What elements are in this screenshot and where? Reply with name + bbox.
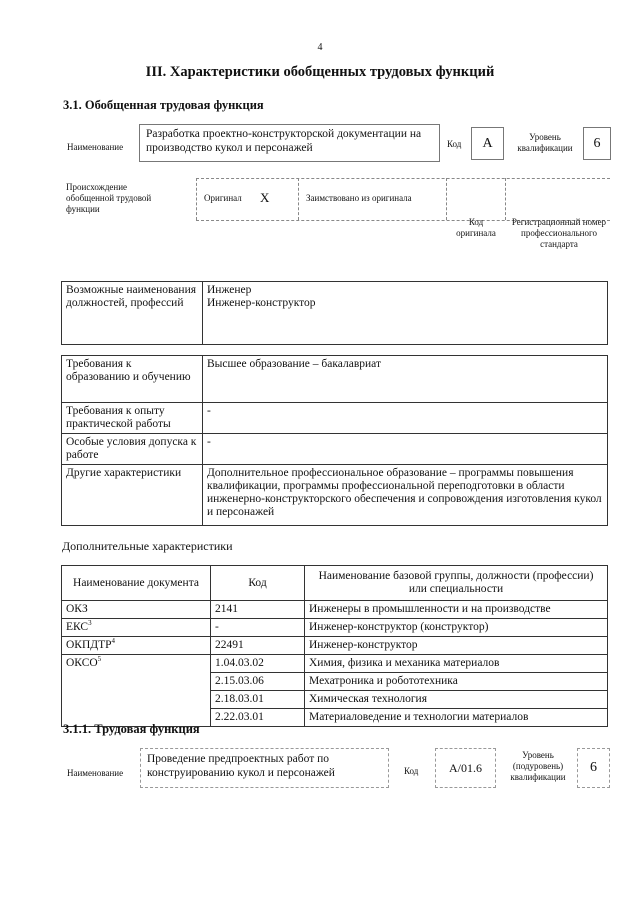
- tf-name-box: [140, 748, 389, 788]
- row-code: 1.04.03.02: [211, 655, 305, 673]
- table-row: [62, 637, 608, 655]
- requirements-table: [61, 355, 608, 526]
- original-mark: Х: [260, 190, 270, 205]
- table-row: [62, 655, 608, 673]
- tf-code-label: Код: [404, 766, 419, 776]
- name-label: Наименование: [67, 142, 124, 152]
- code-label: Код: [447, 139, 462, 149]
- header-name: Наименование базовой группы, должности (профессии) или специальности: [305, 566, 608, 601]
- positions-table: [61, 281, 608, 345]
- positions-values: [203, 282, 608, 345]
- code-box: [471, 127, 504, 160]
- origin-divider-1: [196, 178, 197, 220]
- table-row: [62, 601, 608, 619]
- row-name: Химия, физика и механика материалов: [305, 655, 608, 673]
- req-label: Требования к опыту практической работы: [62, 403, 203, 434]
- req-label: Особые условия допуска к работе: [62, 434, 203, 465]
- row-name: Мехатроника и робототехника: [305, 673, 608, 691]
- origin-divider-4: [505, 178, 506, 220]
- row-code: 2141: [211, 601, 305, 619]
- position-item: Инженер: [207, 284, 252, 296]
- level-box: [583, 127, 611, 160]
- origin-top-line: [196, 178, 610, 179]
- row-code: 22491: [211, 637, 305, 655]
- req-label: Требования к образованию и обучению: [62, 356, 203, 403]
- origin-divider-2: [298, 178, 299, 220]
- req-label: Другие характеристики: [62, 465, 203, 526]
- row-name: Инженеры в промышленности и на производстве: [305, 601, 608, 619]
- row-code: 2.18.03.01: [211, 691, 305, 709]
- row-name: Химическая технология: [305, 691, 608, 709]
- reg-num-caption: Регистрационный номер профессионального стандарта: [511, 217, 607, 249]
- header-doc: Наименование документа: [62, 566, 211, 601]
- row-doc: ОКПДТР$^4$: [62, 637, 211, 655]
- row-doc: ОКЗ: [62, 601, 211, 619]
- req-value: Высшее образование – бакалавриат: [203, 356, 608, 403]
- tf-level-value: 6: [590, 760, 597, 775]
- table-row: [62, 619, 608, 637]
- req-value: -: [203, 403, 608, 434]
- tf-level-label: Уровень (подуровень) квалификации: [510, 750, 566, 782]
- row-code: 2.15.03.06: [211, 673, 305, 691]
- subsection-title: 3.1.1. Трудовая функция: [63, 722, 200, 736]
- additional-table: [61, 565, 608, 727]
- req-value: -: [203, 434, 608, 465]
- row-code: 2.22.03.01: [211, 709, 305, 727]
- row-doc: ОКСО$^5$: [62, 655, 211, 727]
- level-label: Уровень квалификации: [517, 132, 573, 153]
- section-title: 3.1. Обобщенная трудовая функция: [63, 98, 264, 112]
- borrowed-label: Заимствовано из оригинала: [306, 193, 412, 203]
- tf-level-box: [577, 748, 610, 788]
- orig-code-caption: Код оригинала: [456, 217, 496, 238]
- origin-divider-3: [446, 178, 447, 220]
- function-name-box: [139, 124, 440, 162]
- level-value: 6: [593, 136, 601, 151]
- tf-code-value: А/01.6: [449, 761, 482, 775]
- page-number: 4: [317, 42, 323, 53]
- row-code: -: [211, 619, 305, 637]
- position-item: Инженер-конструктор: [207, 297, 316, 309]
- row-name: Инженер-конструктор: [305, 637, 608, 655]
- page-title: III. Характеристики обобщенных трудовых функций: [145, 64, 495, 80]
- header-code: Код: [211, 566, 305, 601]
- tf-name-label: Наименование: [67, 768, 124, 778]
- original-label: Оригинал: [204, 193, 242, 203]
- req-value: Дополнительное профессиональное образование – программы повышения квалификации, программы профессиональной переподготовки в области инженерно-конструкторского обеспечения и сопровождения изготовления кукол и персонажей: [203, 465, 608, 526]
- row-name: Инженер-конструктор (конструктор): [305, 619, 608, 637]
- positions-label: Возможные наименования должностей, профессий: [62, 282, 203, 345]
- additional-title: Дополнительные характеристики: [62, 539, 233, 553]
- row-name: Материаловедение и технологии материалов: [305, 709, 608, 727]
- row-doc: ЕКС$^3$: [62, 619, 211, 637]
- origin-label: Происхождение обобщенной трудовой функции: [66, 182, 152, 214]
- code-value: А: [482, 136, 493, 151]
- function-name: Разработка проектно-конструкторской документации на производство кукол и персонажей: [146, 128, 422, 154]
- tf-code-box: [435, 748, 496, 788]
- tf-name: Проведение предпроектных работ по конструированию кукол и персонажей: [147, 753, 335, 779]
